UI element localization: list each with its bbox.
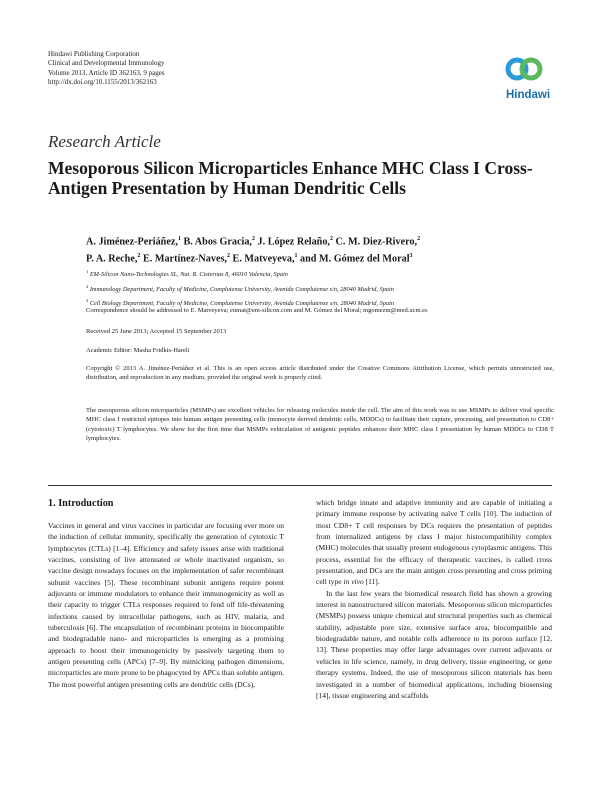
- author-affil-sup: 1: [177, 236, 181, 242]
- received-dates: Received 25 June 2013; Accepted 15 September 2013: [86, 328, 227, 335]
- affil-num: 2: [86, 283, 89, 289]
- author-affil-sup: 2: [226, 253, 230, 260]
- journal-info: [48, 50, 165, 88]
- hindawi-logo-text: Hindawi: [505, 89, 551, 101]
- text-run: which bridge innate and adaptive immunity and are capable of initiating a primary immune response by activating naïve T cells [10]. The induction of most CD8+ T cell responses by DCs requires the presentation of peptides from internalized antigens by class I major histocompatibility complex (MHC) molecules that usually present endogenous cytoplasmic antigens. This process, essential for the efficacy of therapeutic vaccines, is called cross presentation, and DCs are the main antigen cross presenting and cross priming cell type: [316, 498, 552, 587]
- publisher: Hindawi Publishing Corporation: [48, 50, 140, 58]
- affil-text: Cell Biology Department, Faculty of Medicine, Complutense University, Avenida Complutense s/n, 28040 Madrid, Spain: [89, 300, 395, 308]
- article-type: Research Article: [48, 132, 161, 151]
- author-affil-sup: 1: [294, 253, 298, 260]
- affil-text: EM-Silicon Nano-Technologies SL, Nat. R. Cisternas 8, 46010 Valencia, Spain: [89, 271, 288, 279]
- affil-num: 3: [86, 298, 89, 304]
- author-affil-sup: 2: [251, 236, 255, 242]
- author: B. Abos Gracia,: [183, 236, 252, 248]
- body-paragraph: Vaccines in general and virus vaccines in particular are focusing ever more on the induction of cellular immunity, specifically the generation of cytotoxic T lymphocytes (CTLs) [1–4]. Efficiency and safety issues arise with traditional vaccines, consisting of live attenuated or whole inactivated organism, so vaccine design nowadays focuses on the implementation of safer recombinant subunit vaccines [5]. These recombinant subunit antigens require potent adjuvants or immune modulators to enhance their immunogenicity as well as their capacity to trigger CTLs responses required to fend off life-threatening infections caused by intracellular pathogens, such as HIV, malaria, and tuberculosis [6]. The encapsulation of recombinant proteins in biocompatible and biodegradable nano- and microparticles is emerging as a promising approach to boost their immunogenicity by passively targeting them to antigen presenting cells (APCs) [7–9]. By mimicking pathogen dimensions, microparticles are more prone to be phagocyted by APCs than soluble antigen. The most powerful antigen presenting cells are dendritic cells (DCs),: [48, 521, 284, 689]
- author: C. M. Diez-Rivero,: [335, 236, 418, 248]
- body-paragraph: [316, 497, 552, 588]
- author: E. Martínez-Naves,: [142, 253, 227, 265]
- author: P. A. Reche,: [86, 253, 138, 265]
- author: and M. Gómez del Moral: [300, 253, 410, 265]
- academic-editor: Academic Editor: Masha Fridkis-Hareli: [86, 347, 190, 354]
- author-affil-sup: 2: [137, 253, 141, 260]
- doi-link[interactable]: http://dx.doi.org/10.1155/2013/362163: [48, 78, 157, 87]
- author: A. Jiménez-Periáñez,: [86, 236, 178, 248]
- author-affil-sup: 3: [409, 253, 413, 260]
- author: J. López Relaño,: [257, 236, 330, 248]
- journal-name: Clinical and Developmental Immunology: [48, 59, 165, 68]
- author-affil-sup: 2: [329, 236, 333, 242]
- author-affil-sup: 2: [417, 236, 421, 242]
- italic-term: in vivo: [343, 577, 364, 587]
- left-column: [48, 520, 284, 690]
- abstract: The mesoporous silicon microparticles (MSMPs) are excellent vehicles for releasing molecules inside the cell. The aim of this work was to use MSMPs to deliver viral specific MHC class I restricted epitopes into human antigen presenting cells (monocyte derived dendritic cells, MDDCs) to facilitate their capture, processing, and presentation to CD8+ (cytotoxic) T lymphocytes. We show for the first time that MSMPs vehiculation of antigenic peptides enhances their MHC class I presentation by human MDDCs to CD8 T lymphocytes.: [86, 407, 554, 443]
- paper-title: Mesoporous Silicon Microparticles Enhance MHC Class I Cross-Antigen Presentation by Human Dendritic Cells: [48, 158, 533, 198]
- section-divider: [48, 485, 552, 486]
- author-list: [86, 232, 566, 267]
- section-heading: 1. Introduction: [48, 498, 114, 509]
- affiliation-2: [86, 281, 566, 296]
- body-paragraph: In the last few years the biomedical research field has shown a growing interest in nanostructured silicon materials. Mesoporous silicon microparticles (MSMPs) possess unique chemical and structural properties such as chemical stability, adjustable pore size, extensive surface area, biocompatible and biodegradable nature, and notable cells adherence to its porous surface [12, 13]. These properties may offer large advantages over current adjuvants or vehicles in life science, namely, in drug delivery, tissue engineering, or gene therapy systems. Indeed, the use of mesoporous silicon materials has been investigated in a number of biomedical applications, including biosensing [14], tissue engineering and scaffolds: [316, 588, 552, 700]
- right-column: [316, 497, 552, 701]
- author: E. Matveyeva,: [232, 253, 295, 265]
- volume-info: Volume 2013, Article ID 362163, 9 pages: [48, 68, 165, 77]
- affil-text: Immunology Department, Faculty of Medicine, Complutense University, Avenida Complutense s/n, 28040 Madrid, Spain: [89, 285, 394, 293]
- correspondence: Correspondence should be addressed to E. Matveyeva; eumat@em-silicon.com and M. Gómez del Moral; mgomezm@med.ucm.es: [86, 307, 428, 314]
- affil-num: 1: [86, 269, 89, 274]
- text-run: [11].: [365, 577, 380, 587]
- affiliations: [86, 266, 566, 310]
- copyright-notice: Copyright © 2013 A. Jiménez-Periáñez et al. This is an open access article distributed under the Creative Commons Attribution License, which permits unrestricted use, distribution, and reproduction in any medium, provided the original work is properly cited.: [86, 365, 554, 382]
- affiliation-1: [86, 266, 566, 281]
